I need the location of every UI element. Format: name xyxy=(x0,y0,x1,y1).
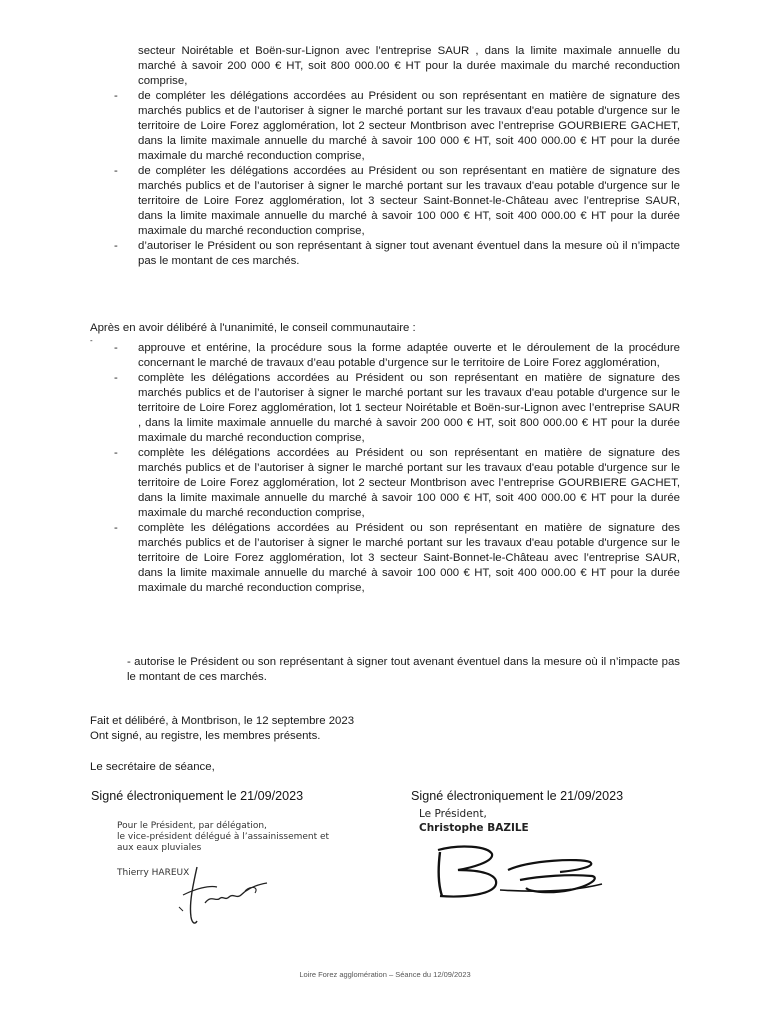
bullet-dash: - xyxy=(114,165,118,177)
bullet-dash: - xyxy=(114,372,118,384)
closing-line-2: Ont signé, au registre, les membres présents. xyxy=(90,730,321,742)
left-handwritten-signature xyxy=(175,855,285,930)
deliberation-list xyxy=(90,341,680,596)
bullet-dash: - xyxy=(114,522,118,534)
deliberation-intro: Après en avoir délibéré à l'unanimité, le conseil communautaire : xyxy=(90,322,416,334)
bullet-dash: - xyxy=(114,342,118,354)
left-signature-label: Signé électroniquement le 21/09/2023 xyxy=(91,789,304,803)
right-handwritten-signature xyxy=(430,840,610,910)
left-signature-stamp: Pour le Président, par délégation, le vice-président délégué à l’assainissement et aux eaux pluviales xyxy=(117,821,330,853)
list-item-continuation: secteur Noirétable et Boën-sur-Lignon avec l’entreprise SAUR , dans la limite maximale annuelle du marché à savoir 200 000 € HT, soit 800 000.00 € HT pour la durée maximale du marché reconduction comprise, xyxy=(138,45,680,87)
list-item: - d’autoriser le Président ou son représentant à signer tout avenant éventuel dans la mesure où il n’impacte pas le montant de ces marchés. xyxy=(114,240,680,267)
list-item: - complète les délégations accordées au Président ou son représentant en matière de signature des marchés publics et de l’autoriser à signer le marché portant sur les travaux d'eau potable d'urgence sur le territoire de Loire Forez agglomération, lot 2 secteur Montbrison avec l’entreprise GOURBIERE GACHET, dans la limite maximale annuelle du marché à savoir 100 000 € HT, soit 400 000.00 € HT pour la durée maximale du marché reconduction comprise, xyxy=(114,447,680,519)
stray-dash: - xyxy=(90,336,93,345)
right-signature-label: Signé électroniquement le 21/09/2023 xyxy=(411,789,624,803)
list-item: - de compléter les délégations accordées au Président ou son représentant en matière de signature des marchés publics et de l’autoriser à signer le marché portant sur les travaux d'eau potable d'urgence sur le territoire de Loire Forez agglomération, lot 3 secteur Saint-Bonnet-le-Château avec l’entreprise SAUR, dans la limite maximale annuelle du marché à savoir 100 000 € HT, soit 400 000.00 € HT pour la durée maximale du marché reconduction comprise, xyxy=(114,165,680,237)
bullet-dash: - xyxy=(114,447,118,459)
secretary-label: Le secrétaire de séance, xyxy=(90,761,215,773)
decision-list-top xyxy=(90,44,680,269)
bullet-dash: - xyxy=(114,240,118,252)
list-item: - complète les délégations accordées au Président ou son représentant en matière de signature des marchés publics et de l’autoriser à signer le marché portant sur les travaux d'eau potable d'urgence sur le territoire de Loire Forez agglomération, lot 1 secteur Noirétable et Boën-sur-Lignon avec l’entreprise SAUR , dans la limite maximale annuelle du marché à savoir 200 000 € HT, soit 800 000.00 € HT pour la durée maximale du marché reconduction comprise, xyxy=(114,372,680,444)
right-signature-stamp: Le Président, Christophe BAZILE xyxy=(419,808,529,834)
list-item: - de compléter les délégations accordées au Président ou son représentant en matière de signature des marchés publics et de l’autoriser à signer le marché portant sur les travaux d'eau potable d'urgence sur le territoire de Loire Forez agglomération, lot 2 secteur Montbrison avec l’entreprise GOURBIERE GACHET, dans la limite maximale annuelle du marché à savoir 100 000 € HT, soit 400 000.00 € HT pour la durée maximale du marché reconduction comprise, xyxy=(114,90,680,162)
list-item: - approuve et entérine, la procédure sous la forme adaptée ouverte et le déroulement de la procédure concernant le marché de travaux d’eau potable d’urgence sur le territoire de Loire Forez agglomération, xyxy=(114,342,680,369)
page-footer: Loire Forez agglomération – Séance du 12/09/2023 xyxy=(299,970,471,979)
list-item: - complète les délégations accordées au Président ou son représentant en matière de signature des marchés publics et de l’autoriser à signer le marché portant sur les travaux d'eau potable d'urgence sur le territoire de Loire Forez agglomération, lot 3 secteur Saint-Bonnet-le-Château avec l’entreprise SAUR, dans la limite maximale annuelle du marché à savoir 100 000 € HT, soit 400 000.00 € HT pour la durée maximale du marché reconduction comprise, xyxy=(114,522,680,594)
left-signatory-name: Thierry HAREUX xyxy=(117,868,190,878)
bullet-dash: - xyxy=(114,90,118,102)
closing-line-1: Fait et délibéré, à Montbrison, le 12 septembre 2023 xyxy=(90,715,355,727)
list-item-last: - autorise le Président ou son représentant à signer tout avenant éventuel dans la mesure où il n’impacte pas le montant de ces marchés. xyxy=(127,656,680,683)
